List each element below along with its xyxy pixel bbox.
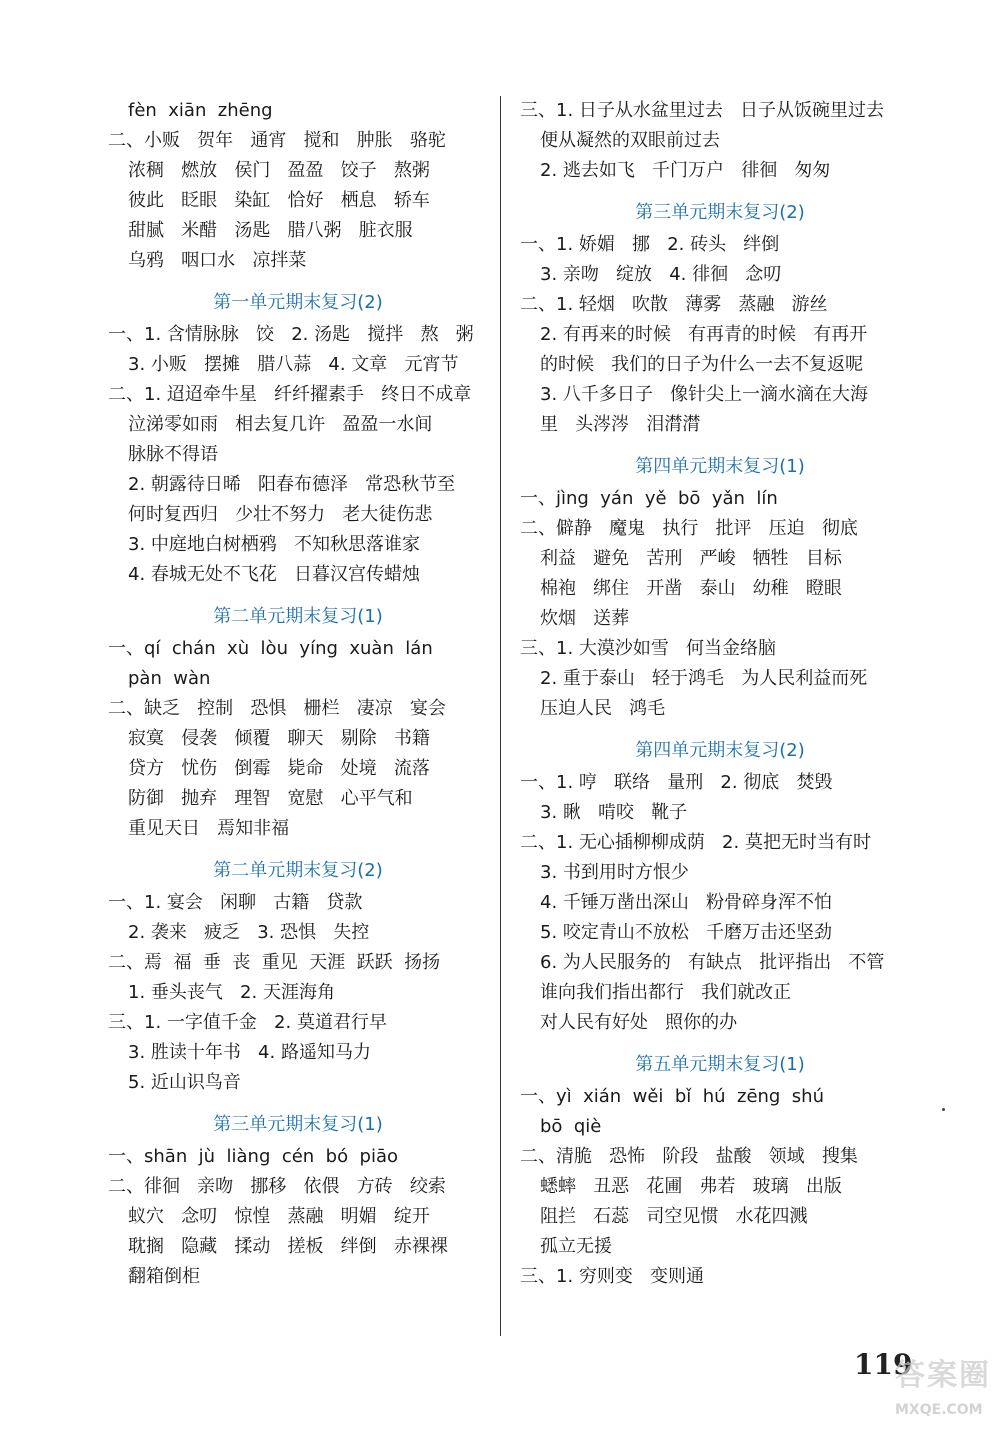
- text-line: 二、小贩 贺年 通宵 搅和 肿胀 骆驼: [108, 130, 446, 151]
- text-line: 对人民有好处 照你的办: [540, 1012, 738, 1033]
- text-line: 3. 八千多日子 像针尖上一滴水滴在大海: [540, 384, 869, 405]
- watermark-logo: [895, 1350, 995, 1442]
- text-line: 一、1. 哼 联络 量刑 2. 彻底 焚毁: [520, 772, 833, 793]
- text-line: 一、1. 娇媚 挪 2. 砖头 绊倒: [520, 234, 780, 255]
- text-line: 寂寞 侵袭 倾覆 聊天 剔除 书籍: [128, 728, 430, 749]
- text-line: 泣涕零如雨 相去复几许 盈盈一水间: [128, 414, 433, 435]
- text-line: 3. 中庭地白树栖鸦 不知秋思落谁家: [128, 534, 421, 555]
- section-heading: 第一单元期末复习(2): [213, 292, 383, 313]
- watermark-text: 答案圈: [895, 1358, 991, 1393]
- section-unit3-review1: [108, 1110, 488, 1292]
- section-unit2-review2: [108, 856, 488, 1098]
- text-line: fèn xiān zhēng: [128, 100, 273, 121]
- section-heading: 第三单元期末复习(1): [213, 1114, 383, 1135]
- right-intro: [520, 96, 920, 186]
- text-line: 二、清脆 恐怖 阶段 盐酸 领域 搜集: [520, 1146, 858, 1167]
- section-heading: 第四单元期末复习(2): [635, 740, 805, 761]
- text-line: 三、1. 穷则变 变则通: [520, 1266, 705, 1287]
- text-line: 孤立无援: [540, 1236, 612, 1257]
- section-unit1-review2: [108, 288, 488, 590]
- section-unit4-review2: [520, 736, 920, 1038]
- text-line: 贷方 忧伤 倒霉 毙命 处境 流落: [128, 758, 430, 779]
- text-line: 一、qí chán xù lòu yíng xuàn lán: [108, 638, 433, 659]
- text-line: bō qiè: [540, 1116, 602, 1137]
- section-heading: 第三单元期末复习(2): [635, 202, 805, 223]
- text-line: 三、1. 大漠沙如雪 何当金络脑: [520, 638, 777, 659]
- text-line: 二、徘徊 亲吻 挪移 依偎 方砖 绞索: [108, 1176, 446, 1197]
- text-line: 蚁穴 念叨 惊惶 蒸融 明媚 绽开: [128, 1206, 430, 1227]
- text-line: 蟋蟀 丑恶 花圃 弗若 玻璃 出版: [540, 1176, 842, 1197]
- text-line: 3. 书到用时方恨少: [540, 862, 689, 883]
- column-divider: [500, 96, 501, 1336]
- section-unit3-review2: [520, 198, 920, 440]
- text-line: 二、焉 福 垂 丧 重见 天涯 跃跃 扬扬: [108, 952, 441, 973]
- text-line: 棉袍 绑住 开凿 泰山 幼稚 瞪眼: [540, 578, 842, 599]
- text-line: 4. 千锤万凿出深山 粉骨碎身浑不怕: [540, 892, 833, 913]
- section-heading: 第五单元期末复习(1): [635, 1054, 805, 1075]
- text-line: 三、1. 一字值千金 2. 莫道君行早: [108, 1012, 387, 1033]
- watermark-url: MXQE.COM: [895, 1402, 983, 1418]
- page-number: 119: [854, 1348, 913, 1381]
- text-line: 脉脉不得语: [128, 444, 218, 465]
- text-line: 2. 袭来 疲乏 3. 恐惧 失控: [128, 922, 370, 943]
- text-line: 一、jìng yán yě bō yǎn lín: [520, 488, 778, 509]
- section-heading: 第二单元期末复习(1): [213, 606, 383, 627]
- text-line: 二、僻静 魔鬼 执行 批评 压迫 彻底: [520, 518, 858, 539]
- text-line: 一、1. 宴会 闲聊 古籍 贷款: [108, 892, 363, 913]
- section-unit2-review1: [108, 602, 488, 844]
- text-line: pàn wàn: [128, 668, 211, 689]
- text-line: 三、1. 日子从水盆里过去 日子从饭碗里过去: [520, 100, 885, 121]
- text-line: 2. 重于泰山 轻于鸿毛 为人民利益而死: [540, 668, 868, 689]
- text-line: 何时复西归 少壮不努力 老大徒伤悲: [128, 504, 433, 525]
- text-line: 彼此 眨眼 染缸 恰好 栖息 轿车: [128, 190, 430, 211]
- text-line: 乌鸦 咽口水 凉拌菜: [128, 250, 307, 271]
- text-line: 炊烟 送葬: [540, 608, 630, 629]
- text-line: 3. 亲吻 绽放 4. 徘徊 念叨: [540, 264, 782, 285]
- text-line: 5. 近山识鸟音: [128, 1072, 241, 1093]
- section-unit4-review1: [520, 452, 920, 724]
- text-line: 阻拦 石蕊 司空见惯 水花四溅: [540, 1206, 808, 1227]
- text-line: 2. 朝露待日晞 阳春布德泽 常恐秋节至: [128, 474, 456, 495]
- text-line: 防御 抛弃 理智 宽慰 心平气和: [128, 788, 413, 809]
- left-intro: [108, 96, 488, 276]
- text-line: 便从凝然的双眼前过去: [540, 130, 720, 151]
- text-line: 1. 垂头丧气 2. 天涯海角: [128, 982, 335, 1003]
- text-line: 利益 避免 苦刑 严峻 牺牲 目标: [540, 548, 842, 569]
- text-line: 一、shān jù liàng cén bó piāo: [108, 1146, 399, 1167]
- text-line: 压迫人民 鸿毛: [540, 698, 666, 719]
- text-line: 6. 为人民服务的 有缺点 批评指出 不管: [540, 952, 885, 973]
- section-heading: 第二单元期末复习(2): [213, 860, 383, 881]
- text-line: 一、yì xián wěi bǐ hú zēng shú: [520, 1086, 824, 1107]
- text-line: 3. 小贩 摆摊 腊八蒜 4. 文章 元宵节: [128, 354, 459, 375]
- text-line: 甜腻 米醋 汤匙 腊八粥 脏衣服: [128, 220, 413, 241]
- text-line: 浓稠 燃放 侯门 盈盈 饺子 熬粥: [128, 160, 430, 181]
- text-line: 重见天日 焉知非福: [128, 818, 290, 839]
- section-heading: 第四单元期末复习(1): [635, 456, 805, 477]
- text-line: 翻箱倒柜: [128, 1266, 200, 1287]
- text-line: 5. 咬定青山不放松 千磨万击还坚劲: [540, 922, 833, 943]
- text-line: 谁向我们指出都行 我们就改正: [540, 982, 792, 1003]
- text-line: 二、1. 轻烟 吹散 薄雾 蒸融 游丝: [520, 294, 828, 315]
- text-line: 2. 逃去如飞 千门万户 徘徊 匆匆: [540, 160, 831, 181]
- right-column: [520, 96, 920, 1292]
- text-line: 的时候 我们的日子为什么一去不复返呢: [540, 354, 864, 375]
- text-line: 里 头涔涔 泪潸潸: [540, 414, 701, 435]
- text-line: 二、1. 无心插柳柳成荫 2. 莫把无时当有时: [520, 832, 871, 853]
- text-line: 3. 胜读十年书 4. 路遥知马力: [128, 1042, 371, 1063]
- left-column: [108, 96, 488, 1292]
- text-line: 二、1. 迢迢牵牛星 纤纤擢素手 终日不成章: [108, 384, 472, 405]
- text-line: 2. 有再来的时候 有再青的时候 有再开: [540, 324, 868, 345]
- text-line: 二、缺乏 控制 恐惧 栅栏 凄凉 宴会: [108, 698, 446, 719]
- stray-dot: [942, 1108, 945, 1111]
- text-line: 耽搁 隐藏 揉动 搓板 绊倒 赤裸裸: [128, 1236, 448, 1257]
- text-line: 4. 春城无处不飞花 日暮汉宫传蜡烛: [128, 564, 421, 585]
- section-unit5-review1: [520, 1050, 920, 1292]
- text-line: 一、1. 含情脉脉 饺 2. 汤匙 搅拌 熬 粥: [108, 324, 474, 345]
- text-line: 3. 瞅 啃咬 靴子: [540, 802, 688, 823]
